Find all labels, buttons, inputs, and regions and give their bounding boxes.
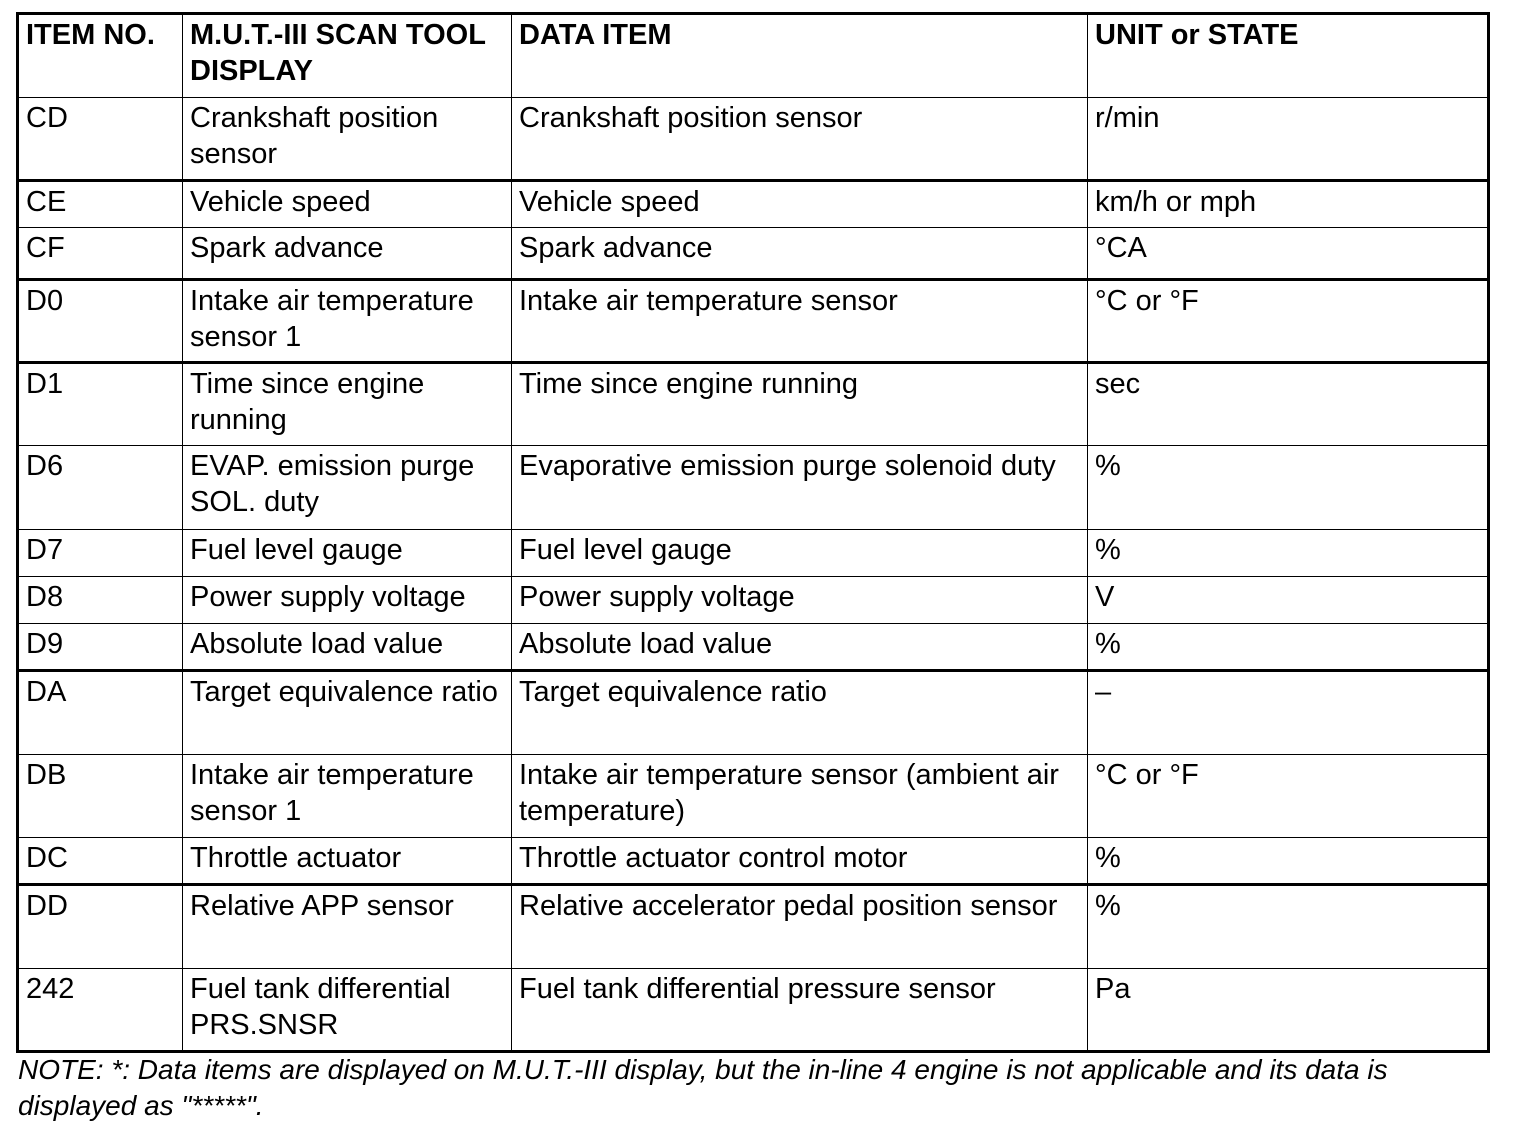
cell-scan-tool-display: Intake air temperature sensor 1 [183, 280, 512, 363]
header-unit-or-state: UNIT or STATE [1088, 14, 1489, 98]
cell-item-no: DC [18, 838, 183, 885]
cell-unit: – [1088, 671, 1489, 755]
cell-data-item: Spark advance [512, 228, 1088, 280]
cell-data-item: Absolute load value [512, 624, 1088, 671]
cell-item-no: DA [18, 671, 183, 755]
cell-data-item: Intake air temperature sensor [512, 280, 1088, 363]
cell-item-no: D0 [18, 280, 183, 363]
cell-data-item: Intake air temperature sensor (ambient air temperature) [512, 755, 1088, 838]
cell-data-item: Throttle actuator control motor [512, 838, 1088, 885]
table-row [18, 98, 1489, 181]
cell-item-no: CE [18, 181, 183, 228]
cell-scan-tool-display: Target equivalence ratio [183, 671, 512, 755]
table-header-row [18, 14, 1489, 98]
cell-data-item: Power supply voltage [512, 577, 1088, 624]
table-row [18, 577, 1489, 624]
cell-scan-tool-display: Time since engine running [183, 363, 512, 446]
cell-data-item: Evaporative emission purge solenoid duty [512, 446, 1088, 530]
cell-unit: °C or °F [1088, 755, 1489, 838]
cell-data-item: Time since engine running [512, 363, 1088, 446]
header-item-no: ITEM NO. [18, 14, 183, 98]
table-row [18, 446, 1489, 530]
cell-data-item: Fuel tank differential pressure sensor [512, 969, 1088, 1052]
table-row [18, 363, 1489, 446]
cell-unit: r/min [1088, 98, 1489, 181]
cell-scan-tool-display: Intake air temperature sensor 1 [183, 755, 512, 838]
cell-unit: % [1088, 624, 1489, 671]
table-row [18, 181, 1489, 228]
cell-item-no: CF [18, 228, 183, 280]
cell-unit: % [1088, 838, 1489, 885]
cell-item-no: D9 [18, 624, 183, 671]
table-row [18, 530, 1489, 577]
table-row [18, 838, 1489, 885]
header-scan-tool-display: M.U.T.-III SCAN TOOL DISPLAY [183, 14, 512, 98]
cell-unit: °CA [1088, 228, 1489, 280]
cell-scan-tool-display: Crankshaft position sensor [183, 98, 512, 181]
cell-scan-tool-display: Relative APP sensor [183, 885, 512, 969]
cell-data-item: Relative accelerator pedal position sensor [512, 885, 1088, 969]
cell-scan-tool-display: Fuel level gauge [183, 530, 512, 577]
cell-item-no: D6 [18, 446, 183, 530]
cell-scan-tool-display: EVAP. emission purge SOL. duty [183, 446, 512, 530]
cell-data-item: Fuel level gauge [512, 530, 1088, 577]
cell-unit: % [1088, 885, 1489, 969]
cell-unit: °C or °F [1088, 280, 1489, 363]
header-data-item: DATA ITEM [512, 14, 1088, 98]
cell-unit: V [1088, 577, 1489, 624]
data-item-table [16, 12, 1490, 1053]
table-row [18, 755, 1489, 838]
cell-data-item: Crankshaft position sensor [512, 98, 1088, 181]
table-row [18, 624, 1489, 671]
cell-scan-tool-display: Absolute load value [183, 624, 512, 671]
table-row [18, 885, 1489, 969]
table-row [18, 228, 1489, 280]
cell-data-item: Vehicle speed [512, 181, 1088, 228]
cell-unit: % [1088, 530, 1489, 577]
cell-item-no: D7 [18, 530, 183, 577]
cell-data-item: Target equivalence ratio [512, 671, 1088, 755]
table-row [18, 671, 1489, 755]
cell-item-no: DB [18, 755, 183, 838]
cell-item-no: D1 [18, 363, 183, 446]
table-row [18, 280, 1489, 363]
cell-item-no: CD [18, 98, 183, 181]
cell-scan-tool-display: Throttle actuator [183, 838, 512, 885]
cell-unit: % [1088, 446, 1489, 530]
table-note: NOTE: *: Data items are displayed on M.U.T.-III display, but the in-line 4 engine is not applicable and its data is displayed as "*****". [18, 1054, 1388, 1121]
cell-unit: Pa [1088, 969, 1489, 1052]
cell-scan-tool-display: Vehicle speed [183, 181, 512, 228]
cell-item-no: D8 [18, 577, 183, 624]
table-row [18, 969, 1489, 1052]
cell-unit: km/h or mph [1088, 181, 1489, 228]
cell-scan-tool-display: Fuel tank differential PRS.SNSR [183, 969, 512, 1052]
cell-scan-tool-display: Spark advance [183, 228, 512, 280]
cell-unit: sec [1088, 363, 1489, 446]
cell-scan-tool-display: Power supply voltage [183, 577, 512, 624]
cell-item-no: 242 [18, 969, 183, 1052]
cell-item-no: DD [18, 885, 183, 969]
